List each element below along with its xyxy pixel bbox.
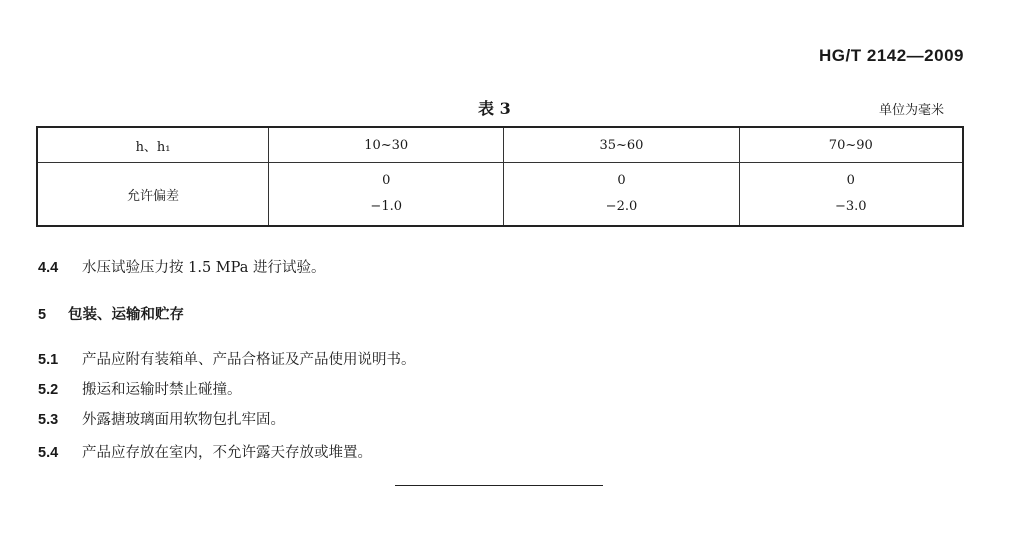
- header-cell-dimension: h、h₁: [37, 127, 269, 163]
- end-rule-divider: [395, 485, 603, 486]
- clause-4-4: [38, 256, 325, 277]
- clause-number: 5.2: [38, 382, 59, 398]
- section-title: 包装、运输和贮存: [68, 306, 184, 323]
- tolerance-upper-3: 0: [846, 173, 855, 188]
- clause-5-1: [38, 348, 416, 369]
- table-title: 表 3: [478, 99, 511, 118]
- tolerance-lower-1: −1.0: [370, 199, 402, 214]
- clause-text: 产品应附有装箱单、产品合格证及产品使用说明书。: [82, 352, 416, 368]
- section-number: 5: [38, 307, 47, 323]
- section-5-heading: [38, 303, 184, 324]
- clause-number: 4.4: [38, 260, 59, 276]
- tolerance-table: [36, 126, 964, 227]
- tolerance-upper-2: 0: [617, 173, 626, 188]
- clause-5-4: [38, 441, 372, 462]
- header-cell-range-3: 70~90: [739, 127, 963, 163]
- tolerance-cell-2: [504, 163, 739, 227]
- clause-number: 5.3: [38, 412, 59, 428]
- clause-text: 产品应存放在室内，不允许露天存放或堆置。: [82, 445, 372, 461]
- tolerance-lower-3: −3.0: [835, 199, 867, 214]
- table-header-row: [37, 127, 963, 163]
- clause-number: 5.1: [38, 352, 59, 368]
- header-cell-range-1: 10~30: [269, 127, 504, 163]
- clause-5-3: [38, 408, 285, 429]
- table-row-tolerance: [37, 163, 963, 227]
- tolerance-cell-3: [739, 163, 963, 227]
- tolerance-lower-2: −2.0: [605, 199, 638, 214]
- table-unit: 单位为毫米: [878, 103, 944, 118]
- row-label-tolerance: 允许偏差: [37, 163, 269, 227]
- tolerance-upper-1: 0: [382, 173, 391, 188]
- standard-code: HG/T 2142—2009: [819, 46, 964, 65]
- clause-number: 5.4: [38, 445, 59, 461]
- clause-text: 水压试验压力按 1.5 MPa 进行试验。: [82, 260, 326, 276]
- tolerance-cell-1: [269, 163, 504, 227]
- clause-5-2: [38, 378, 242, 399]
- clause-text: 搬运和运输时禁止碰撞。: [82, 382, 242, 398]
- clause-text: 外露搪玻璃面用软物包扎牢固。: [82, 412, 285, 428]
- header-cell-range-2: 35~60: [504, 127, 739, 163]
